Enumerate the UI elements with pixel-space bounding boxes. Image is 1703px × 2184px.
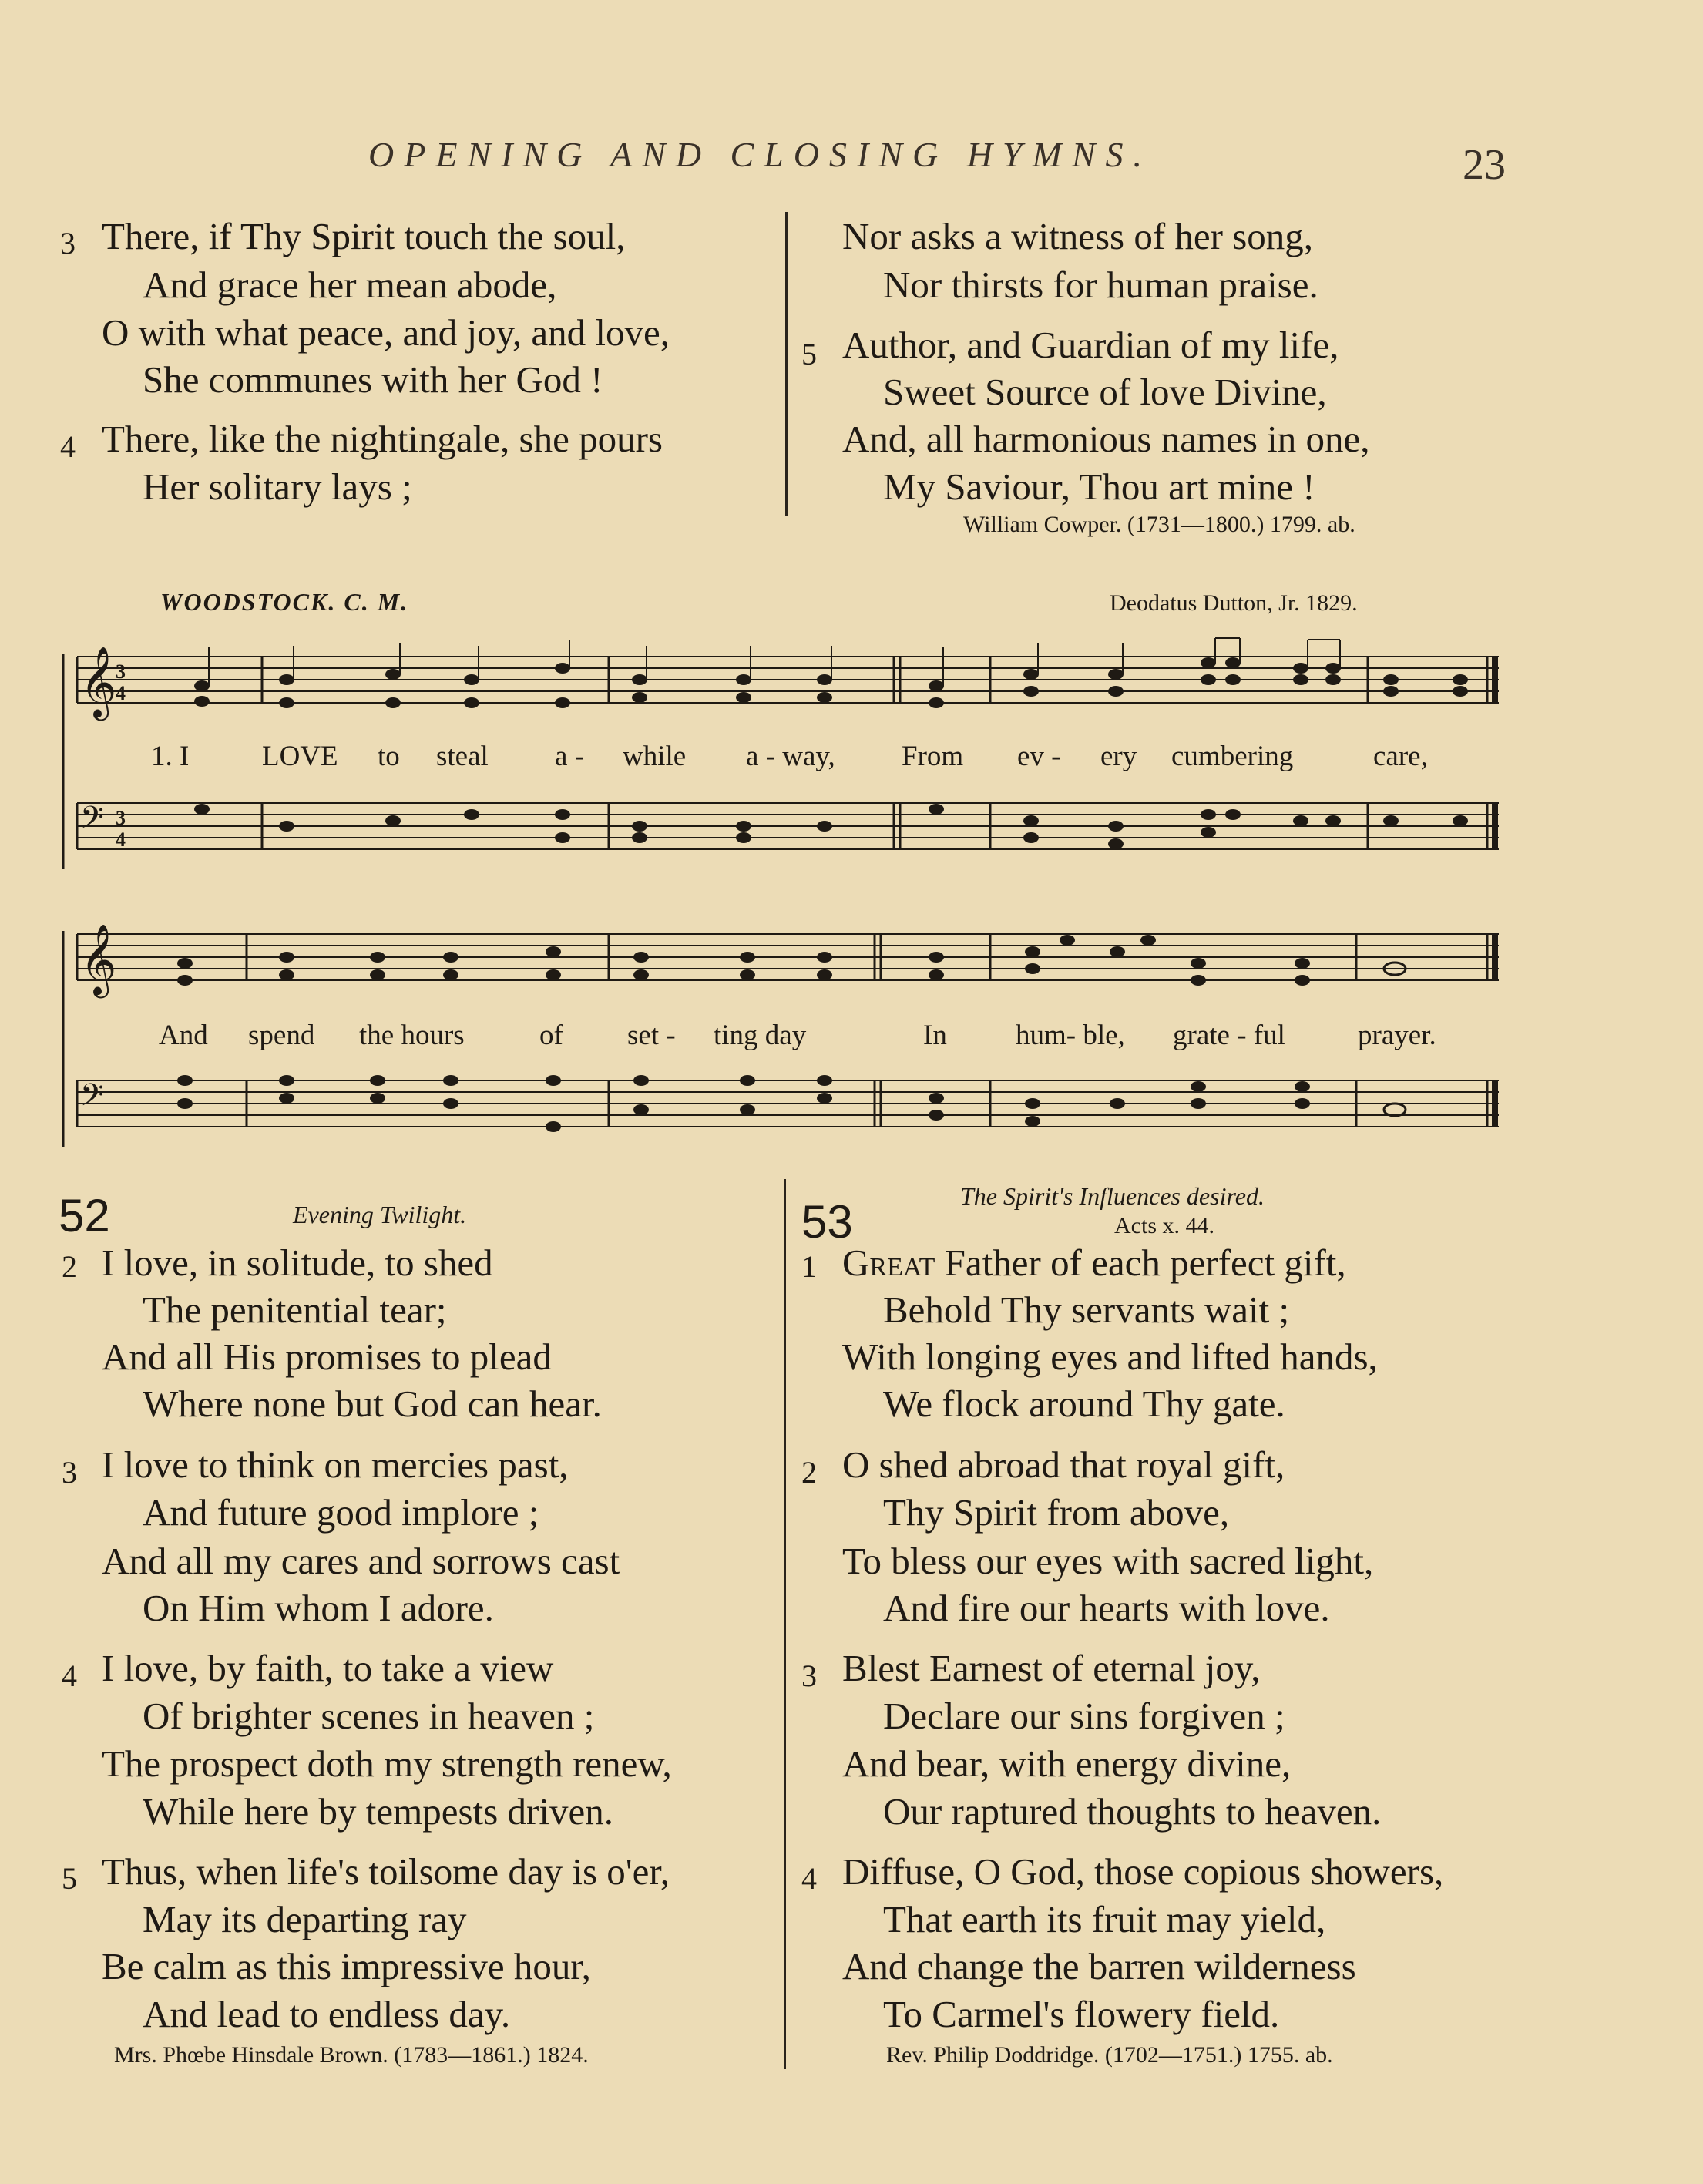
verse-line: On Him whom I adore. (143, 1587, 494, 1629)
lyric-syllable: cumbering (1171, 741, 1294, 772)
verse-line: And all my cares and sorrows cast (102, 1540, 620, 1582)
verse-line: And, all harmonious names in one, (842, 418, 1370, 460)
verse-line: With longing eyes and lifted hands, (842, 1336, 1378, 1378)
verse-line: While here by tempests driven. (143, 1790, 613, 1833)
svg-text:3: 3 (116, 660, 126, 683)
author-credit: Mrs. Phœbe Hinsdale Brown. (1783—1861.) 1824. (114, 2042, 589, 2068)
hymn-number: 52 (59, 1190, 110, 1242)
verse-number: 3 (62, 1455, 77, 1490)
hymn-title: Evening Twilight. (293, 1201, 467, 1228)
page-number: 23 (1463, 141, 1506, 189)
verse-line: Our raptured thoughts to heaven. (883, 1790, 1382, 1833)
lyric-syllable: ery (1100, 741, 1137, 772)
verse-line: She communes with her God ! (143, 358, 603, 401)
verse-line: There, if Thy Spirit touch the soul, (102, 215, 626, 257)
verse-line: To Carmel's flowery field. (883, 1993, 1280, 2035)
lyric-syllable: grate - ful (1173, 1020, 1285, 1051)
verse-line: The penitential tear; (143, 1289, 447, 1331)
music-system-1 (0, 632, 1703, 886)
svg-text:4: 4 (116, 828, 126, 851)
verse-line: My Saviour, Thou art mine ! (883, 465, 1315, 508)
lyric-syllable: 1. I (151, 741, 190, 772)
verse-line: Blest Earnest of eternal joy, (842, 1647, 1261, 1689)
verse-line: Nor asks a witness of her song, (842, 215, 1314, 257)
lyric-syllable: care, (1373, 741, 1428, 772)
lyric-syllable: the hours (359, 1020, 465, 1051)
composer-credit: Deodatus Dutton, Jr. 1829. (1110, 590, 1358, 616)
lyric-syllable: LOVE (262, 741, 338, 772)
verse-number: 2 (801, 1455, 817, 1490)
verse-line: That earth its fruit may yield, (883, 1898, 1326, 1940)
column-rule (785, 212, 788, 516)
verse-line (842, 1244, 1346, 1282)
verse-line: O with what peace, and joy, and love, (102, 311, 670, 354)
scripture-reference: Acts x. 44. (1114, 1213, 1214, 1238)
verse-line: Nor thirsts for human praise. (883, 264, 1318, 306)
verse-number: 1 (801, 1249, 817, 1284)
verse-line: Thy Spirit from above, (883, 1491, 1230, 1534)
lyric-syllable: while (623, 741, 687, 772)
verse-line: I love, in solitude, to shed (102, 1242, 493, 1284)
svg-text:𝄢: 𝄢 (80, 800, 104, 843)
svg-text:3: 3 (116, 807, 126, 829)
verse-line: Where none but God can hear. (143, 1383, 602, 1425)
running-header: OPENING AND CLOSING HYMNS. (368, 135, 1152, 174)
verse-number: 2 (62, 1249, 77, 1284)
verse-line: We flock around Thy gate. (883, 1383, 1285, 1425)
lyric-syllable: From (902, 741, 964, 772)
tune-name: WOODSTOCK. C. M. (160, 588, 409, 616)
lyric-syllable: And (159, 1020, 208, 1051)
verse-line: Diffuse, O God, those copious showers, (842, 1850, 1444, 1893)
first-word: Great (842, 1242, 935, 1284)
verse-line: And all His promises to plead (102, 1336, 552, 1378)
verse-line: And lead to endless day. (143, 1993, 511, 2035)
hymn-title: The Spirit's Influences desired. (960, 1182, 1265, 1210)
lyric-syllable: a - (555, 741, 584, 772)
verse-line: Declare our sins forgiven ; (883, 1695, 1285, 1737)
verse-line: And bear, with energy divine, (842, 1742, 1292, 1785)
lyric-syllable: ting day (714, 1020, 807, 1051)
verse-line: Sweet Source of love Divine, (883, 371, 1327, 413)
svg-text:4: 4 (116, 682, 126, 704)
verse-line: To bless our eyes with sacred light, (842, 1540, 1374, 1582)
svg-text:𝄢: 𝄢 (80, 1077, 104, 1121)
verse-number: 4 (801, 1861, 817, 1896)
verse-line: Of brighter scenes in heaven ; (143, 1695, 595, 1737)
author-credit: Rev. Philip Doddridge. (1702—1751.) 1755. ab. (886, 2042, 1333, 2068)
verse-line: And grace her mean abode, (143, 264, 557, 306)
verse-line: Thus, when life's toilsome day is o'er, (102, 1850, 670, 1893)
column-rule (784, 1179, 786, 2069)
svg-text:𝄞: 𝄞 (80, 923, 117, 995)
verse-line: And fire our hearts with love. (883, 1587, 1330, 1629)
verse-number: 4 (60, 429, 76, 464)
verse-number: 5 (801, 337, 817, 371)
verse-line: There, like the nightingale, she pours (102, 418, 663, 460)
verse-number: 3 (60, 226, 76, 260)
lyric-syllable: spend (248, 1020, 315, 1051)
hymn-number: 53 (801, 1196, 853, 1248)
verse-line: The prospect doth my strength renew, (102, 1742, 672, 1785)
lyric-syllable: set - (627, 1020, 676, 1051)
verse-number: 4 (62, 1658, 77, 1693)
lyric-syllable: hum- ble, (1016, 1020, 1125, 1051)
lyric-syllable: steal (436, 741, 489, 772)
first-line-rest: Father of each perfect gift, (935, 1242, 1346, 1284)
verse-line: Behold Thy servants wait ; (883, 1289, 1290, 1331)
verse-line: O shed abroad that royal gift, (842, 1443, 1285, 1486)
lyric-syllable: In (923, 1020, 947, 1051)
verse-line: Her solitary lays ; (143, 465, 412, 508)
lyric-syllable: prayer. (1358, 1020, 1436, 1051)
lyric-syllable: a - way, (746, 741, 835, 772)
verse-line: I love to think on mercies past, (102, 1443, 569, 1486)
lyric-syllable: of (539, 1020, 563, 1051)
lyric-syllable: ev - (1017, 741, 1061, 772)
verse-line: I love, by faith, to take a view (102, 1647, 554, 1689)
verse-line: And future good implore ; (143, 1491, 539, 1534)
author-credit: William Cowper. (1731—1800.) 1799. ab. (963, 512, 1355, 537)
verse-line: Be calm as this impressive hour, (102, 1945, 591, 1987)
verse-number: 3 (801, 1658, 817, 1693)
verse-line: And change the barren wilderness (842, 1945, 1356, 1987)
verse-number: 5 (62, 1861, 77, 1896)
verse-line: Author, and Guardian of my life, (842, 324, 1339, 366)
lyric-syllable: to (378, 741, 400, 772)
verse-line: May its departing ray (143, 1898, 467, 1940)
svg-text:𝄞: 𝄞 (80, 646, 117, 717)
